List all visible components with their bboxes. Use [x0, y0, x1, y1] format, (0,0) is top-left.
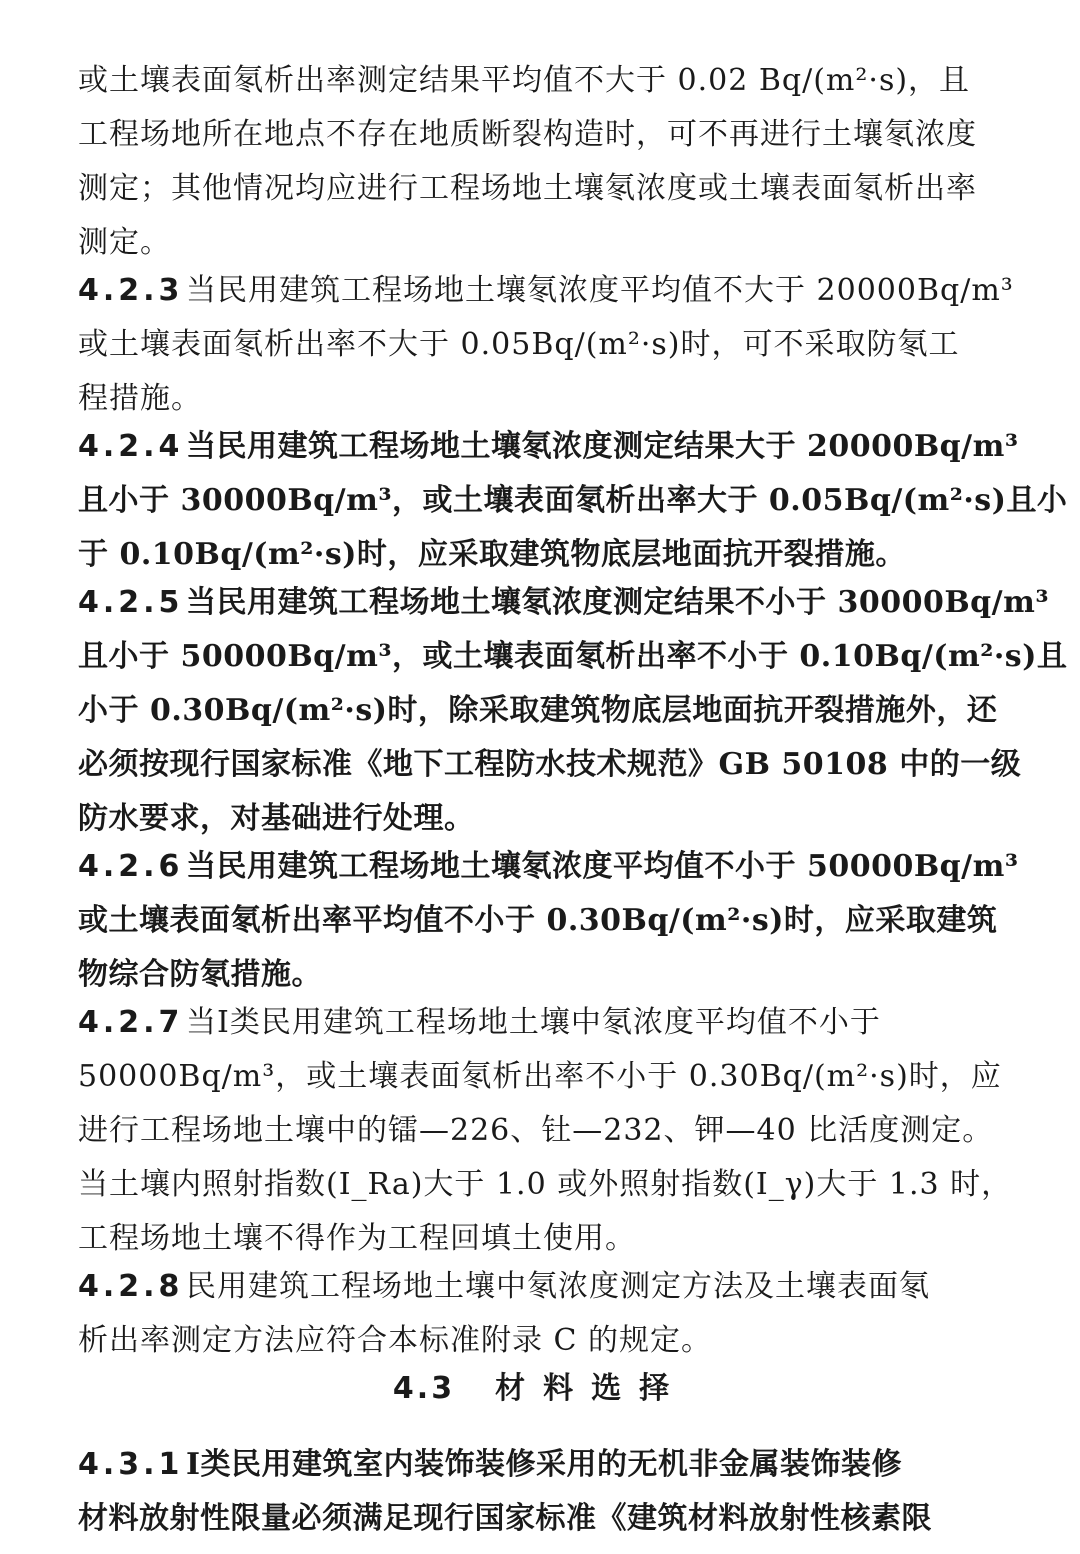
- text-line: 或土壤表面氡析出率平均值不小于 0.30Bq/(m²·s)时，应采取建筑: [78, 903, 998, 938]
- clause-number: 4.2.5: [78, 585, 184, 620]
- text-line: 或土壤表面氡析出率测定结果平均值不大于 0.02 Bq/(m²·s)，且: [78, 63, 971, 98]
- text-line: 且小于 50000Bq/m³，或土壤表面氡析出率不小于 0.10Bq/(m²·s)且: [78, 639, 1068, 674]
- clause-number: 4.2.3: [78, 273, 184, 308]
- text-line: 工程场地土壤不得作为工程回填土使用。: [78, 1221, 636, 1256]
- clause-4-2-4: 4.2.4当民用建筑工程场地土壤氡浓度测定结果大于 20000Bq/m³: [78, 420, 1038, 474]
- section-title: 材料选择: [495, 1371, 688, 1406]
- text-line: 于 0.10Bq/(m²·s)时，应采取建筑物底层地面抗开裂措施。: [78, 537, 906, 572]
- text-line: 当土壤内照射指数(I_Ra)大于 1.0 或外照射指数(I_γ)大于 1.3 时，: [78, 1167, 1013, 1202]
- text-line: 50000Bq/m³，或土壤表面氡析出率不小于 0.30Bq/(m²·s)时，应: [78, 1059, 1002, 1094]
- text-line: 测定。: [78, 225, 171, 260]
- clause-4-2-7: 4.2.7当Ⅰ类民用建筑工程场地土壤中氡浓度平均值不小于: [78, 996, 1038, 1050]
- clause-number: 4.2.6: [78, 849, 184, 884]
- text-line: 程措施。: [78, 381, 202, 416]
- text-line: 且小于 30000Bq/m³，或土壤表面氡析出率大于 0.05Bq/(m²·s)且小: [78, 483, 1068, 518]
- clause-4-3-1: 4.3.1Ⅰ类民用建筑室内装饰装修采用的无机非金属装饰装修: [78, 1438, 1038, 1492]
- section-number: 4.3: [392, 1371, 456, 1406]
- text-line: 或土壤表面氡析出率不大于 0.05Bq/(m²·s)时，可不采取防氡工: [78, 327, 960, 362]
- text-line: 测定；其他情况均应进行工程场地土壤氡浓度或土壤表面氡析出率: [78, 171, 977, 206]
- clause-4-2-3: 4.2.3当民用建筑工程场地土壤氡浓度平均值不大于 20000Bq/m³: [78, 264, 1038, 318]
- text-line: 小于 0.30Bq/(m²·s)时，除采取建筑物底层地面抗开裂措施外，还: [78, 693, 998, 728]
- section-heading: [0, 1362, 1080, 1416]
- clause-number: 4.3.1: [78, 1447, 184, 1482]
- clause-number: 4.2.7: [78, 1005, 184, 1040]
- text-line: 必须按现行国家标准《地下工程防水技术规范》GB 50108 中的一级: [78, 747, 1022, 782]
- text-line: 析出率测定方法应符合本标准附录 C 的规定。: [78, 1323, 713, 1358]
- clause-4-2-6: 4.2.6当民用建筑工程场地土壤氡浓度平均值不小于 50000Bq/m³: [78, 840, 1038, 894]
- text-line: 防水要求，对基础进行处理。: [78, 801, 475, 836]
- clause-4-2-8: 4.2.8民用建筑工程场地土壤中氡浓度测定方法及土壤表面氡: [78, 1260, 1038, 1314]
- text-line: 进行工程场地土壤中的镭—226、钍—232、钾—40 比活度测定。: [78, 1113, 994, 1148]
- text-line: 物综合防氡措施。: [78, 957, 322, 992]
- text-line: 工程场地所在地点不存在地质断裂构造时，可不再进行土壤氡浓度: [78, 117, 977, 152]
- clause-4-2-5: 4.2.5当民用建筑工程场地土壤氡浓度测定结果不小于 30000Bq/m³: [78, 576, 1038, 630]
- clause-number: 4.2.4: [78, 429, 184, 464]
- clause-number: 4.2.8: [78, 1269, 184, 1304]
- text-line: 材料放射性限量必须满足现行国家标准《建筑材料放射性核素限: [78, 1501, 932, 1536]
